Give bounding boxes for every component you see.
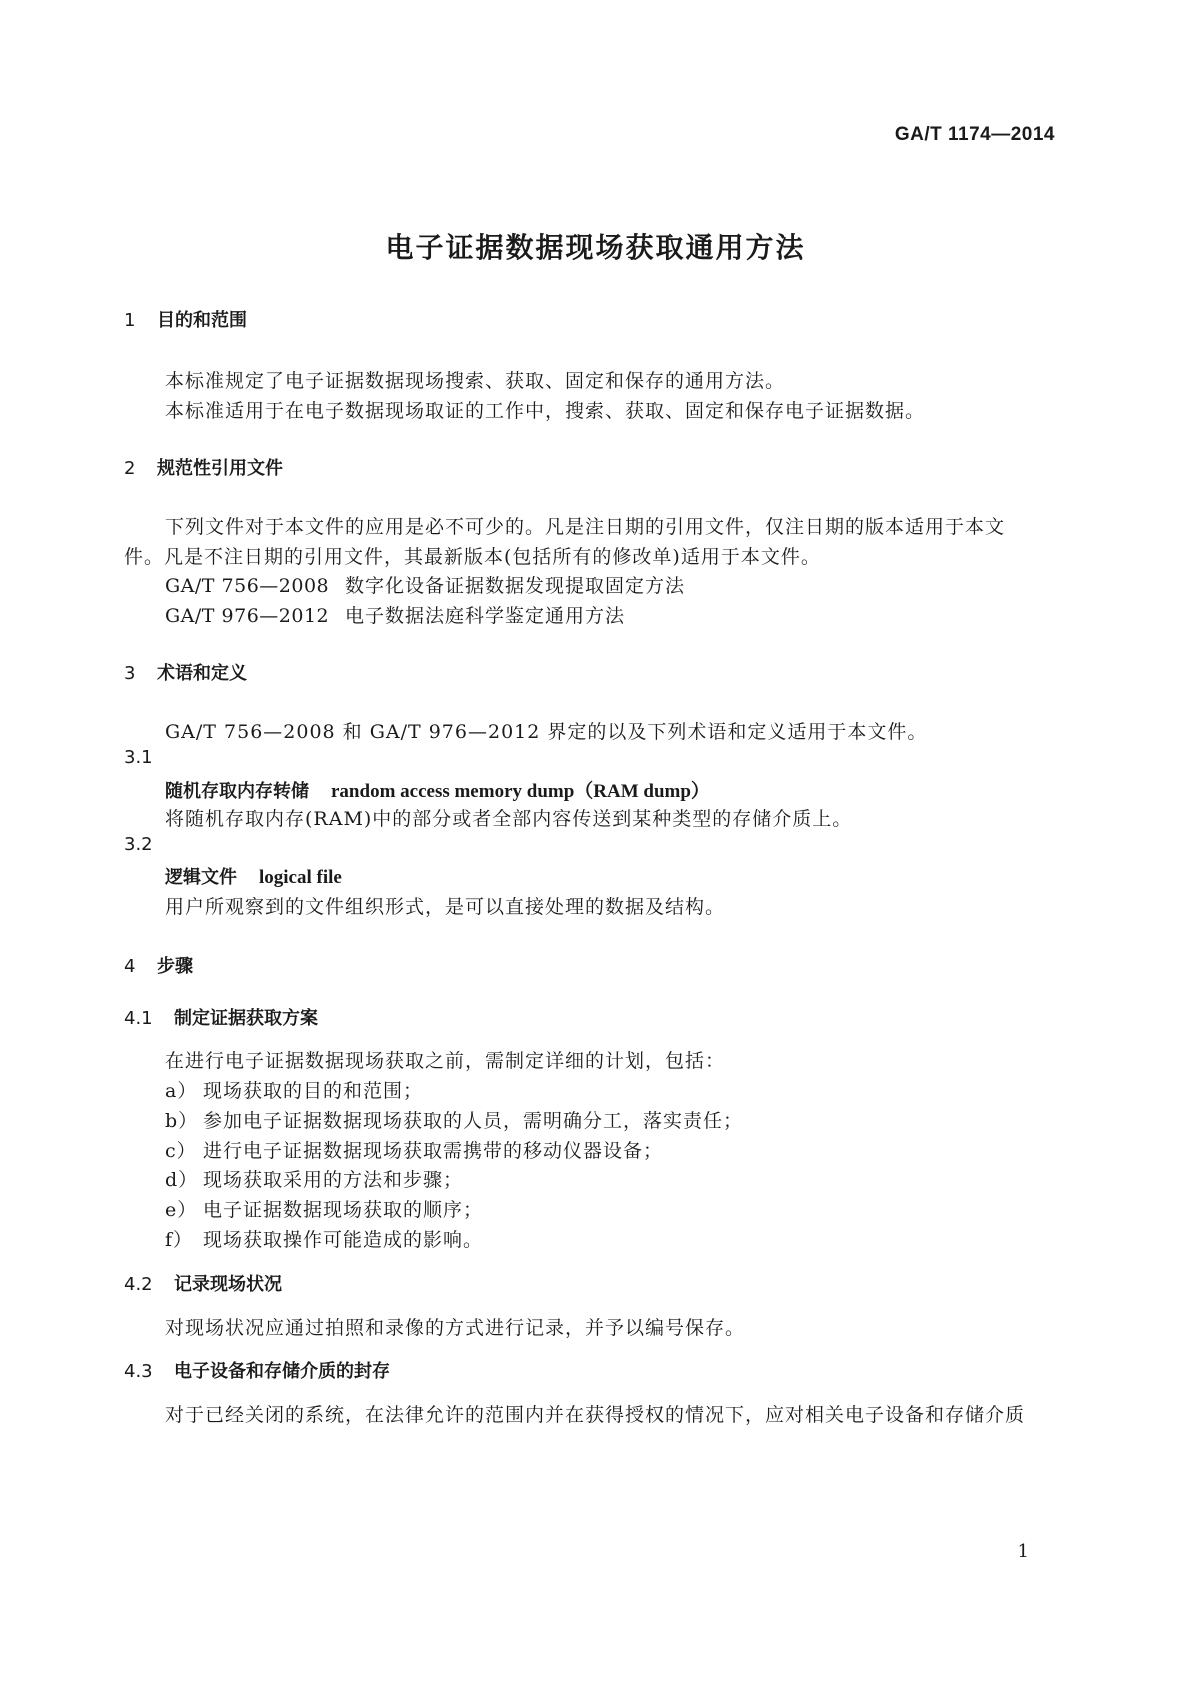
list-text: 现场获取采用的方法和步骤； <box>203 1169 464 1191</box>
list-text: 现场获取操作可能造成的影响。 <box>203 1229 484 1251</box>
term-english: logical file <box>259 867 342 888</box>
section-title: 步骤 <box>157 956 193 977</box>
subsection-title: 制定证据获取方案 <box>174 1008 318 1029</box>
list-item <box>165 1195 483 1222</box>
document-title: 电子证据数据现场获取通用方法 <box>385 231 806 264</box>
subsection-title: 电子设备和存储介质的封存 <box>174 1361 390 1382</box>
paragraph: 下列文件对于本文件的应用是必不可少的。凡是注日期的引用文件，仅注日期的版本适用于本文 <box>165 516 1006 538</box>
term-number: 3.1 <box>124 747 153 768</box>
section-number: 1 <box>124 310 136 331</box>
list-item <box>165 1165 463 1192</box>
section-number: 2 <box>124 458 136 479</box>
subsection-heading-4-3 <box>124 1357 390 1383</box>
list-marker: e） <box>165 1199 198 1221</box>
subsection-title: 记录现场状况 <box>174 1274 282 1295</box>
paragraph: 件。凡是不注日期的引用文件，其最新版本(包括所有的修改单)适用于本文件。 <box>124 546 821 568</box>
section-heading-2 <box>124 454 283 480</box>
list-marker: c） <box>165 1140 197 1162</box>
paragraph: 本标准适用于在电子数据现场取证的工作中，搜索、获取、固定和保存电子证据数据。 <box>165 400 926 422</box>
term-heading <box>165 863 342 889</box>
reference-title: 电子数据法庭科学鉴定通用方法 <box>345 605 626 627</box>
section-heading-1 <box>124 306 247 332</box>
list-text: 现场获取的目的和范围； <box>203 1080 424 1102</box>
paragraph: 在进行电子证据数据现场获取之前，需制定详细的计划，包括： <box>165 1050 726 1072</box>
term-chinese: 逻辑文件 <box>165 867 237 888</box>
list-item <box>165 1106 743 1133</box>
subsection-heading-4-1 <box>124 1004 318 1030</box>
section-heading-4 <box>124 952 193 978</box>
list-marker: d） <box>165 1169 199 1191</box>
paragraph: GA/T 756—2008 和 GA/T 976—2012 界定的以及下列术语和定义适用于本文件。 <box>165 721 928 743</box>
page-number: 1 <box>1017 1541 1029 1562</box>
subsection-number: 4.1 <box>124 1008 153 1029</box>
list-marker: b） <box>165 1110 199 1132</box>
list-item <box>165 1076 423 1103</box>
reference-code: GA/T 976—2012 <box>165 605 330 627</box>
list-text: 参加电子证据数据现场获取的人员，需明确分工，落实责任； <box>203 1110 744 1132</box>
section-number: 3 <box>124 663 136 684</box>
paragraph: 对现场状况应通过拍照和录像的方式进行记录，并予以编号保存。 <box>165 1317 746 1339</box>
reference-item <box>165 571 685 598</box>
subsection-number: 4.3 <box>124 1361 153 1382</box>
term-heading <box>165 776 710 803</box>
term-number: 3.2 <box>124 834 153 855</box>
subsection-heading-4-2 <box>124 1270 282 1296</box>
reference-code: GA/T 756—2008 <box>165 575 330 597</box>
term-english: random access memory dump（RAM dump） <box>331 781 710 802</box>
term-chinese: 随机存取内存转储 <box>165 781 309 802</box>
list-text: 电子证据数据现场获取的顺序； <box>203 1199 484 1221</box>
reference-title: 数字化设备证据数据发现提取固定方法 <box>345 575 686 597</box>
term-definition: 将随机存取内存(RAM)中的部分或者全部内容传送到某种类型的存储介质上。 <box>165 808 853 830</box>
list-text: 进行电子证据数据现场获取需携带的移动仪器设备； <box>203 1140 664 1162</box>
list-marker: a） <box>165 1080 198 1102</box>
list-item <box>165 1136 663 1163</box>
term-definition: 用户所观察到的文件组织形式，是可以直接处理的数据及结构。 <box>165 896 726 918</box>
section-title: 规范性引用文件 <box>157 458 283 479</box>
reference-item <box>165 601 625 628</box>
list-item <box>165 1225 483 1252</box>
section-heading-3 <box>124 659 247 685</box>
list-marker: f） <box>165 1229 194 1251</box>
paragraph: 对于已经关闭的系统，在法律允许的范围内并在获得授权的情况下，应对相关电子设备和存储介质 <box>165 1404 1026 1426</box>
subsection-number: 4.2 <box>124 1274 153 1295</box>
paragraph: 本标准规定了电子证据数据现场搜索、获取、固定和保存的通用方法。 <box>165 370 786 392</box>
section-title: 目的和范围 <box>157 310 247 331</box>
standard-code: GA/T 1174—2014 <box>894 124 1055 145</box>
section-number: 4 <box>124 956 136 977</box>
section-title: 术语和定义 <box>157 663 247 684</box>
